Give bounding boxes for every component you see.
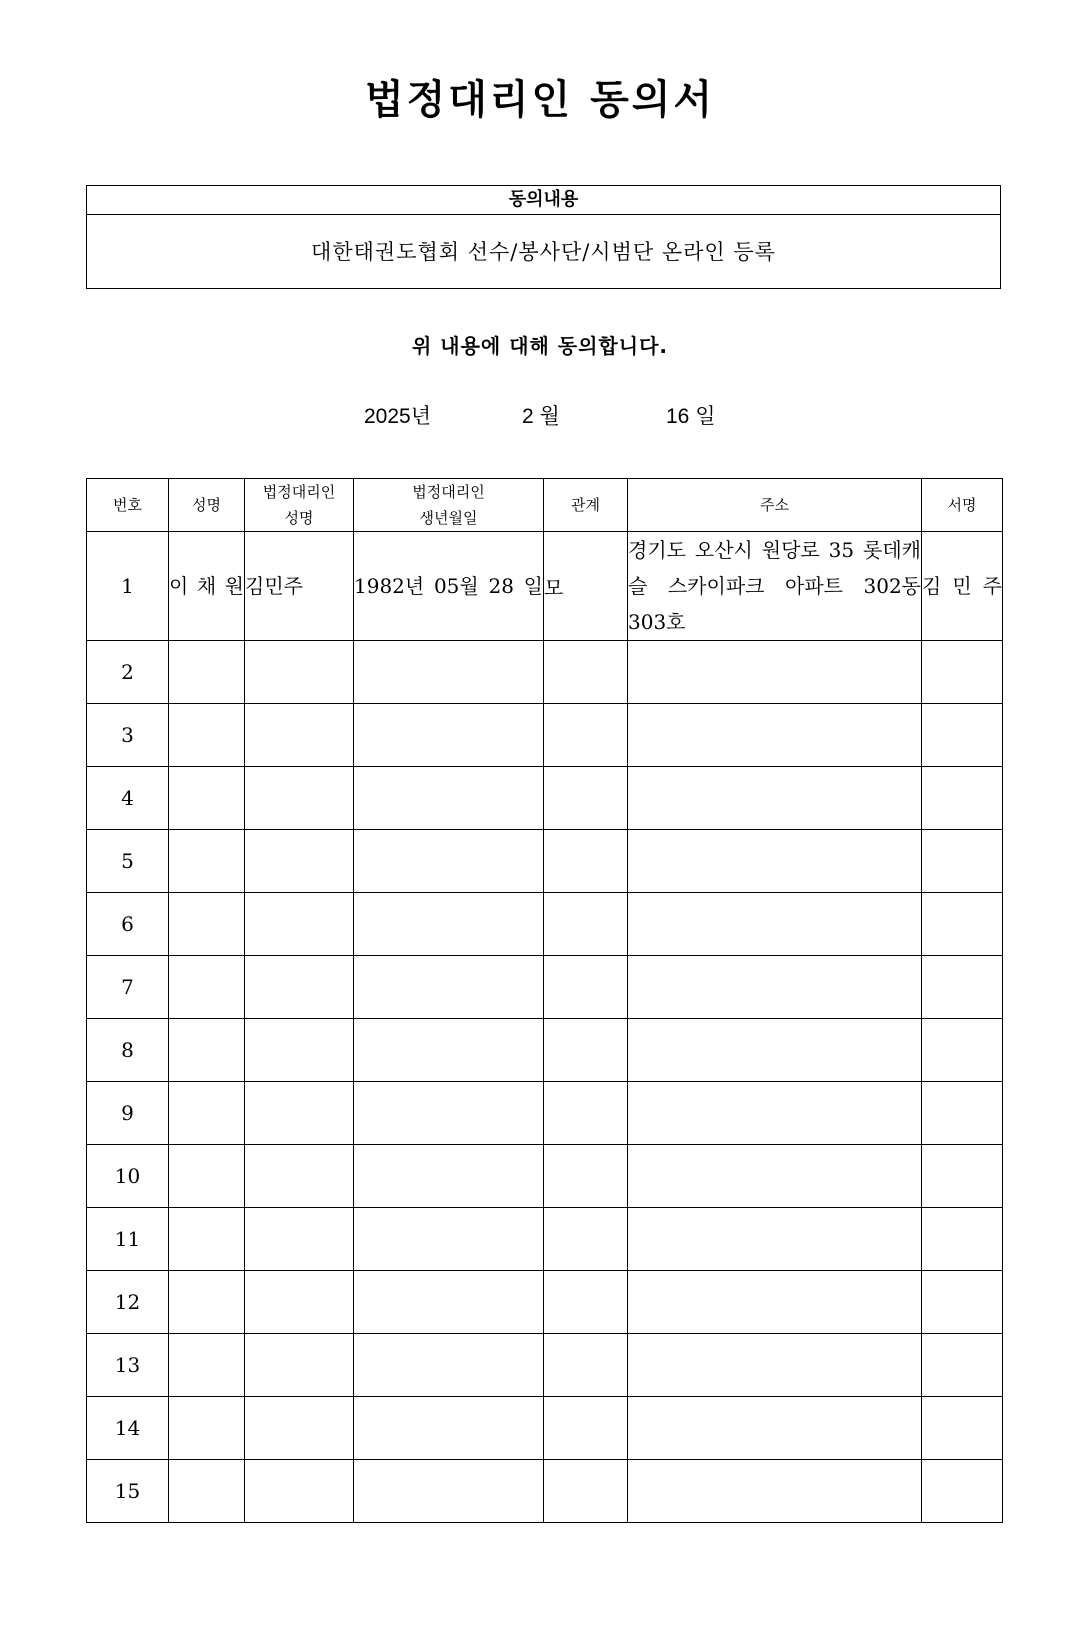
row-relation (544, 641, 628, 704)
row-address (628, 1208, 922, 1271)
row-address (628, 704, 922, 767)
row-address (628, 1271, 922, 1334)
row-name (169, 830, 245, 893)
row-relation (544, 767, 628, 830)
row-guardian-name (245, 1334, 354, 1397)
row-guardian-name (245, 704, 354, 767)
row-relation (544, 1334, 628, 1397)
row-number: 10 (87, 1145, 169, 1208)
row-guardian-birth: 1982년 05월 28 일 (354, 532, 544, 641)
row-guardian-birth (354, 1397, 544, 1460)
row-guardian-birth (354, 1019, 544, 1082)
table-row (87, 641, 1003, 704)
row-name (169, 1208, 245, 1271)
header-address: 주소 (628, 479, 922, 532)
row-relation (544, 1460, 628, 1523)
row-guardian-name (245, 641, 354, 704)
row-address (628, 1019, 922, 1082)
table-row (87, 1460, 1003, 1523)
row-name (169, 1460, 245, 1523)
agreement-statement: 위 내용에 대해 동의합니다. (411, 334, 668, 358)
row-name (169, 767, 245, 830)
row-signature (922, 1397, 1003, 1460)
row-guardian-name (245, 1460, 354, 1523)
table-row (87, 1082, 1003, 1145)
row-signature (922, 1082, 1003, 1145)
row-relation (544, 893, 628, 956)
row-number: 4 (87, 767, 169, 830)
row-guardian-birth (354, 1271, 544, 1334)
table-row (87, 767, 1003, 830)
row-guardian-birth (354, 1460, 544, 1523)
row-number: 12 (87, 1271, 169, 1334)
row-name (169, 704, 245, 767)
row-guardian-birth (354, 767, 544, 830)
row-relation (544, 1082, 628, 1145)
row-relation (544, 1397, 628, 1460)
date-day: 16 일 (666, 405, 716, 428)
row-address (628, 1397, 922, 1460)
row-name (169, 1334, 245, 1397)
row-number: 2 (87, 641, 169, 704)
consent-content-box (86, 185, 1001, 289)
document-title: 법정대리인 동의서 (364, 77, 716, 123)
row-relation (544, 956, 628, 1019)
header-guardian-birth: 법정대리인 생년월일 (354, 479, 544, 532)
table-row (87, 1019, 1003, 1082)
row-guardian-birth (354, 704, 544, 767)
header-guardian-name: 법정대리인 성명 (245, 479, 354, 532)
row-name (169, 1019, 245, 1082)
row-number: 9 (87, 1082, 169, 1145)
row-number: 7 (87, 956, 169, 1019)
row-address (628, 893, 922, 956)
row-signature (922, 893, 1003, 956)
row-signature (922, 1208, 1003, 1271)
row-signature (922, 830, 1003, 893)
table-row (87, 1397, 1003, 1460)
row-name: 이 채 원 (169, 532, 245, 641)
table-row (87, 704, 1003, 767)
row-signature (922, 1334, 1003, 1397)
row-signature (922, 1460, 1003, 1523)
row-signature: 김 민 주 (922, 532, 1003, 641)
row-address (628, 1145, 922, 1208)
header-name: 성명 (169, 479, 245, 532)
row-number: 14 (87, 1397, 169, 1460)
table-row (87, 532, 1003, 641)
row-number: 8 (87, 1019, 169, 1082)
row-signature (922, 1019, 1003, 1082)
row-number: 1 (87, 532, 169, 641)
row-guardian-name (245, 830, 354, 893)
row-number: 6 (87, 893, 169, 956)
row-guardian-birth (354, 956, 544, 1019)
row-relation (544, 1145, 628, 1208)
row-number: 11 (87, 1208, 169, 1271)
row-address (628, 1082, 922, 1145)
table-row (87, 1145, 1003, 1208)
row-relation: 모 (544, 532, 628, 641)
row-relation (544, 830, 628, 893)
table-row (87, 956, 1003, 1019)
table-row (87, 1208, 1003, 1271)
row-relation (544, 704, 628, 767)
row-relation (544, 1208, 628, 1271)
table-header-row (87, 479, 1003, 532)
row-guardian-name: 김민주 (245, 532, 354, 641)
row-name (169, 893, 245, 956)
row-signature (922, 1271, 1003, 1334)
row-signature (922, 956, 1003, 1019)
row-address (628, 956, 922, 1019)
row-guardian-birth (354, 893, 544, 956)
row-address (628, 1334, 922, 1397)
row-address (628, 767, 922, 830)
row-name (169, 641, 245, 704)
row-name (169, 956, 245, 1019)
row-signature (922, 641, 1003, 704)
row-guardian-name (245, 1271, 354, 1334)
header-relation: 관계 (544, 479, 628, 532)
row-guardian-name (245, 767, 354, 830)
row-guardian-name (245, 1145, 354, 1208)
row-number: 5 (87, 830, 169, 893)
row-number: 13 (87, 1334, 169, 1397)
row-number: 15 (87, 1460, 169, 1523)
row-signature (922, 1145, 1003, 1208)
row-signature (922, 767, 1003, 830)
row-address (628, 830, 922, 893)
header-number: 번호 (87, 479, 169, 532)
row-number: 3 (87, 704, 169, 767)
row-name (169, 1082, 245, 1145)
row-name (169, 1271, 245, 1334)
date-year: 2025년 (364, 405, 432, 428)
table-row (87, 830, 1003, 893)
header-signature: 서명 (922, 479, 1003, 532)
table-row (87, 1271, 1003, 1334)
date-month: 2 월 (522, 405, 560, 428)
row-guardian-name (245, 1082, 354, 1145)
row-guardian-name (245, 1208, 354, 1271)
row-guardian-birth (354, 1334, 544, 1397)
row-guardian-birth (354, 1145, 544, 1208)
row-guardian-name (245, 1019, 354, 1082)
row-guardian-name (245, 893, 354, 956)
row-address: 경기도 오산시 원당로 35 롯데캐슬 스카이파크 아파트 302동 303호 (628, 532, 922, 641)
table-row (87, 893, 1003, 956)
row-guardian-birth (354, 830, 544, 893)
consent-content-text: 대한태권도협회 선수/봉사단/시범단 온라인 등록 (311, 240, 776, 264)
row-guardian-birth (354, 1208, 544, 1271)
row-guardian-name (245, 1397, 354, 1460)
guardian-table (86, 478, 1003, 1523)
row-relation (544, 1271, 628, 1334)
row-guardian-birth (354, 641, 544, 704)
row-signature (922, 704, 1003, 767)
row-relation (544, 1019, 628, 1082)
table-row (87, 1334, 1003, 1397)
row-name (169, 1397, 245, 1460)
row-guardian-name (245, 956, 354, 1019)
row-guardian-birth (354, 1082, 544, 1145)
row-name (169, 1145, 245, 1208)
row-address (628, 1460, 922, 1523)
row-address (628, 641, 922, 704)
consent-content-header: 동의내용 (87, 186, 1000, 215)
